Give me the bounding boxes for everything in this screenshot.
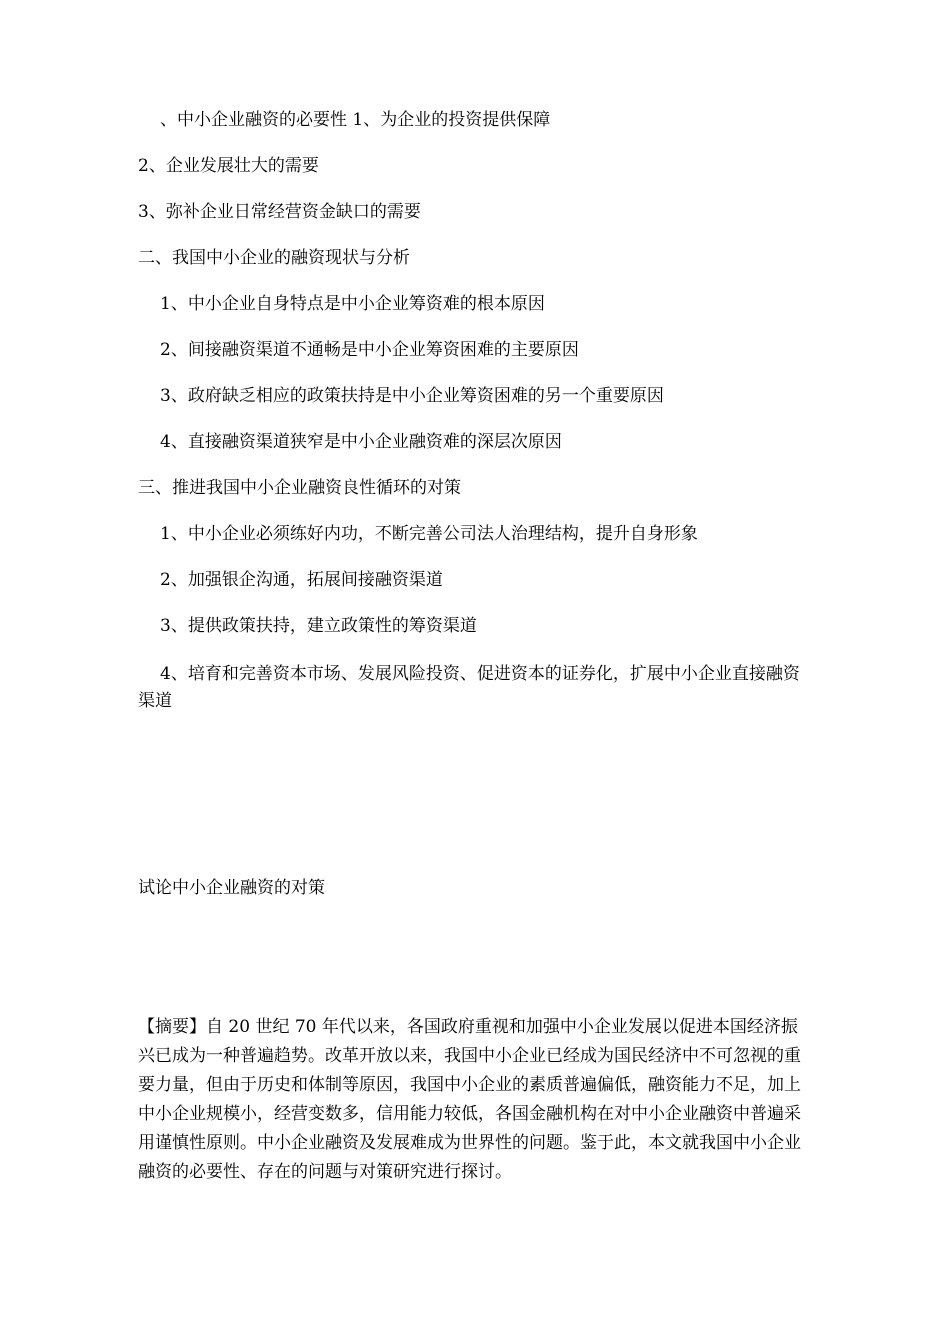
section-3-item-1: 1、中小企业必须练好内功，不断完善公司法人治理结构，提升自身形象: [160, 524, 698, 544]
section-3-heading: 三、推进我国中小企业融资良性循环的对策: [138, 478, 461, 498]
section-3-item-2: 2、加强银企沟通，拓展间接融资渠道: [160, 570, 443, 590]
section-1-heading: 、中小企业融资的必要性 1、为企业的投资提供保障: [160, 110, 551, 130]
section-1-item-2: 2、企业发展壮大的需要: [138, 156, 319, 176]
article-title: 试论中小企业融资的对策: [138, 878, 325, 898]
section-2-item-4: 4、直接融资渠道狭窄是中小企业融资难的深层次原因: [160, 432, 562, 452]
section-2-item-3: 3、政府缺乏相应的政策扶持是中小企业筹资困难的另一个重要原因: [160, 386, 664, 406]
section-2-item-1: 1、中小企业自身特点是中小企业筹资难的根本原因: [160, 294, 545, 314]
section-3-item-4: 4、培育和完善资本市场、发展风险投资、促进资本的证券化，扩展中小企业直接融资渠道: [138, 664, 800, 711]
section-1-item-3: 3、弥补企业日常经营资金缺口的需要: [138, 202, 421, 222]
section-2-item-2: 2、间接融资渠道不通畅是中小企业筹资困难的主要原因: [160, 340, 579, 360]
section-3-item-3: 3、提供政策扶持，建立政策性的筹资渠道: [160, 616, 477, 636]
section-2-heading: 二、我国中小企业的融资现状与分析: [138, 248, 410, 268]
article-abstract: 【摘要】自 20 世纪 70 年代以来，各国政府重视和加强中小企业发展以促进本国经济振兴已成为一种普遍趋势。改革开放以来，我国中小企业已经成为国民经济中不可忽视的重要力量，但由于历史和体制等原因，我国中小企业的素质普遍偏低，融资能力不足，加上中小企业规模小，经营变数多，信用能力较低，各国金融机构在对中小企业融资中普遍采用谨慎性原则。中小企业融资及发展难成为世界性的问题。鉴于此，本文就我国中小企业融资的必要性、存在的问题与对策研究进行探讨。: [138, 1017, 801, 1182]
